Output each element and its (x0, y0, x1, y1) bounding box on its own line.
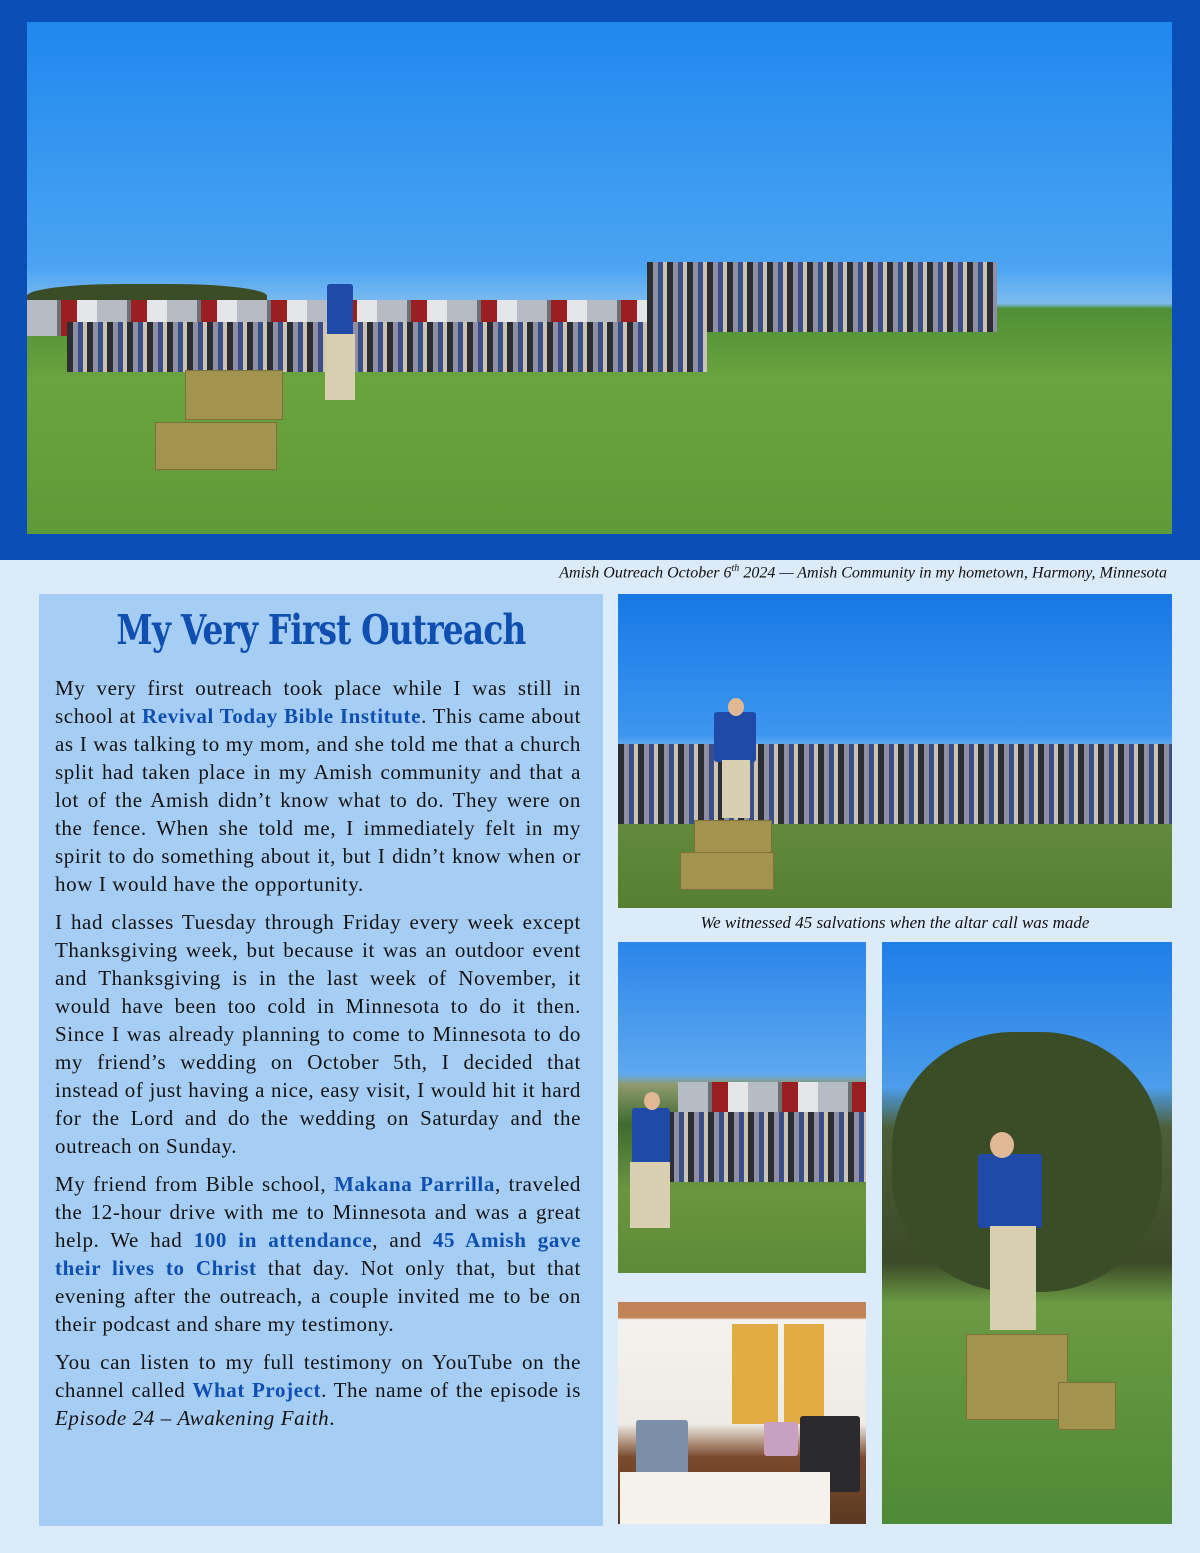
speaker-pants (722, 760, 750, 818)
host-figure (636, 1420, 688, 1478)
speaker-head (728, 698, 744, 716)
paragraph-2: I had classes Tuesday through Friday every week except Thanksgiving week, but because it was an outdoor event and Thanksgiving is in the last week of November, it would have been too cold in Minnesota to do it then. Since I was already planning to come to Minnesota to do my friend’s wedding on October 5th, I decided that instead of just having a nice, easy visit, I would hit it hard for the Lord and do the wedding on Saturday and the outreach on Sunday. (55, 910, 581, 1158)
photo-speaker-on-hay-bale (882, 942, 1172, 1524)
hay-bale (680, 852, 774, 890)
hay-bale (694, 820, 772, 856)
speaker-pants (325, 334, 355, 400)
hero-photo-outreach-field (27, 22, 1172, 534)
altar-call-caption: We witnessed 45 salvations when the altar call was made (700, 913, 1090, 932)
hay-bale (185, 370, 283, 420)
speaker-pants (990, 1226, 1036, 1330)
crowd (618, 744, 1172, 824)
article-panel (39, 594, 603, 1526)
speaker-figure (632, 1108, 670, 1164)
photo-podcast-interview (618, 1302, 866, 1524)
seated-crowd (668, 1112, 866, 1182)
speaker-figure (327, 284, 353, 336)
speaker-figure (978, 1154, 1042, 1228)
hay-bale (966, 1334, 1068, 1420)
speaker-head (644, 1092, 660, 1110)
cohost-figure (764, 1422, 798, 1456)
parked-cars (678, 1082, 866, 1112)
highlight-channel: What Project (192, 1378, 322, 1402)
article-title: My Very First Outreach (116, 606, 526, 654)
hero-caption: Amish Outreach October 6th 2024 — Amish Community in my hometown, Harmony, Minnesota (559, 563, 1167, 582)
article-body (55, 674, 581, 1442)
paragraph-4: You can listen to my full testimony on YouTube on the channel called What Project. The name of the episode is Episode 24 – Awakening Faith. (55, 1350, 581, 1430)
highlight-salvations: 45 Amish gave their lives to Christ (55, 1228, 582, 1280)
highlight-attendance: 100 in attendance (193, 1228, 373, 1252)
photo-altar-call (618, 594, 1172, 908)
podcast-table (620, 1472, 830, 1524)
speaker-head (990, 1132, 1014, 1158)
seated-crowd (67, 322, 707, 372)
speaker-figure (714, 712, 756, 762)
paragraph-3: My friend from Bible school, Makana Parrilla, traveled the 12-hour drive with me to Minnesota and was a great help. We had 100 in attendance, and 45 Amish gave their lives to Christ that day. Not only that, but that evening after the outreach, a couple invited me to be on their podcast and share my testimony. (55, 1172, 582, 1336)
curtain (732, 1324, 778, 1424)
highlight-institute: Revival Today Bible Institute (142, 704, 422, 728)
curtain (784, 1324, 824, 1424)
hay-bale (155, 422, 277, 470)
photo-speaker-walking (618, 942, 866, 1273)
paragraph-1: My very first outreach took place while I was still in school at Revival Today Bible Institute. This came about as I was talking to my mom, and she told me that a church split had taken place in my Amish community and that a lot of the Amish didn’t know what to do. They were on the fence. When she told me, I immediately felt in my spirit to do something about it, but I didn’t know when or how I would have the opportunity. (55, 676, 582, 896)
episode-name: Episode 24 – Awakening Faith (55, 1406, 330, 1430)
standing-crowd (647, 262, 997, 332)
highlight-friend-name: Makana Parrilla (334, 1172, 495, 1196)
speaker-pants (630, 1162, 670, 1228)
hay-bale (1058, 1382, 1116, 1430)
